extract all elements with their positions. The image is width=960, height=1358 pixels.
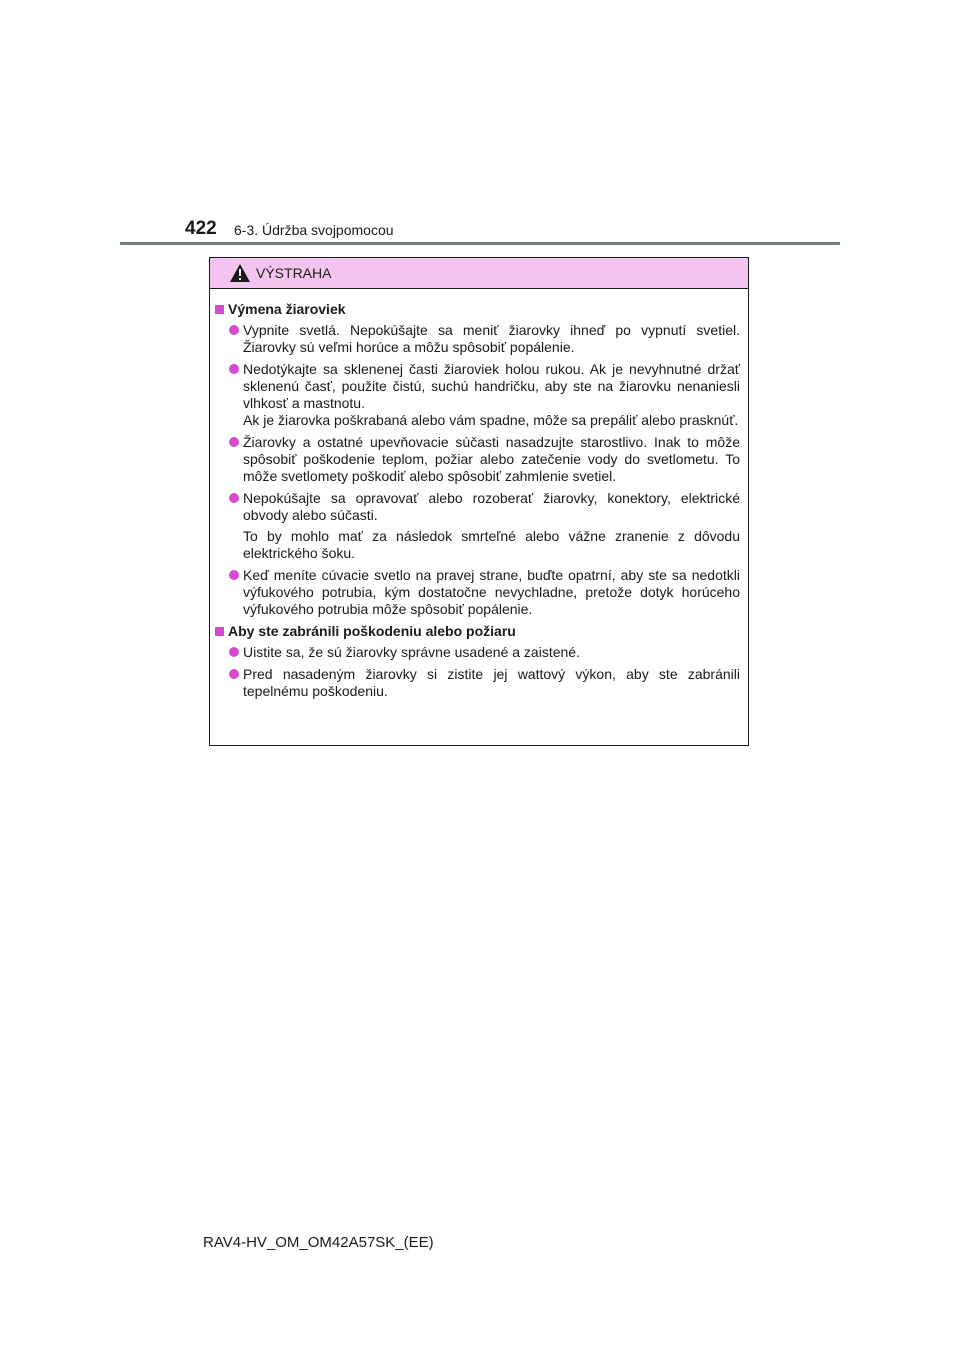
round-bullet-icon [229,570,239,580]
page-number: 422 [185,218,217,239]
section-heading [214,623,740,640]
round-bullet-icon [229,437,239,447]
list-item-text: Nepokúšajte sa opravovať alebo rozoberať žiarovky, konektory, elektrické obvody alebo súčasti. [243,490,740,523]
round-bullet-icon [229,647,239,657]
warning-body [210,289,748,700]
list-item [214,644,740,661]
warning-box [209,257,749,746]
round-bullet-icon [229,364,239,374]
header-rule [120,242,840,245]
section-heading-text: Aby ste zabránili poškodeniu alebo požiaru [228,623,516,639]
warning-title: VÝSTRAHA [256,265,332,281]
list-item-text: Keď meníte cúvacie svetlo na pravej strane, buďte opatrní, aby ste sa nedotkli výfukového potrubia, kým dostatočne nevychladne, pretože dotyk horúceho výfukového potrubia môže spôsobiť popálenie. [243,567,740,617]
warning-triangle-icon [229,263,251,283]
section-title: 6-3. Údržba svojpomocou [234,222,394,238]
list-item-text: Uistite sa, že sú žiarovky správne usadené a zaistené. [243,644,580,660]
square-bullet-icon [215,627,224,636]
footer-doc-code: RAV4-HV_OM_OM42A57SK_(EE) [203,1234,434,1251]
list-item [214,490,740,562]
list-item [214,361,740,429]
list-item [214,567,740,618]
round-bullet-icon [229,493,239,503]
list-item [214,434,740,485]
square-bullet-icon [215,305,224,314]
list-item [214,322,740,356]
section-heading-text: Výmena žiaroviek [228,301,346,317]
round-bullet-icon [229,669,239,679]
warning-header [210,258,748,289]
list-item-text: To by mohlo mať za následok smrteľné alebo vážne zranenie z dôvodu elektrického šoku. [243,528,740,561]
list-item-text: Nedotýkajte sa sklenenej časti žiaroviek holou rukou. Ak je nevyhnutné držať sklenenú časť, použite čistú, suchú handričku, aby ste na žiarovku nenaniesli vlhkosť a mastnotu. [243,361,740,411]
list-item-text: Vypnite svetlá. Nepokúšajte sa meniť žiarovky ihneď po vypnutí svetiel. Žiarovky sú veľmi horúce a môžu spôsobiť popálenie. [243,322,740,355]
round-bullet-icon [229,325,239,335]
list-item-text: Žiarovky a ostatné upevňovacie súčasti nasadzujte starostlivo. Inak to môže spôsobiť poškodenie teplom, požiar alebo zatečenie vody do svetlometu. To môže svetlomety poškodiť alebo spôsobiť zahmlenie svetiel. [243,434,740,484]
list-item-text: Pred nasadeným žiarovky si zistite jej wattový výkon, aby ste zabránili tepelnému poškodeniu. [243,666,740,699]
list-item [214,666,740,700]
list-item-text: Ak je žiarovka poškrabaná alebo vám spadne, môže sa prepáliť alebo prasknúť. [243,412,739,428]
section-heading [214,301,740,318]
